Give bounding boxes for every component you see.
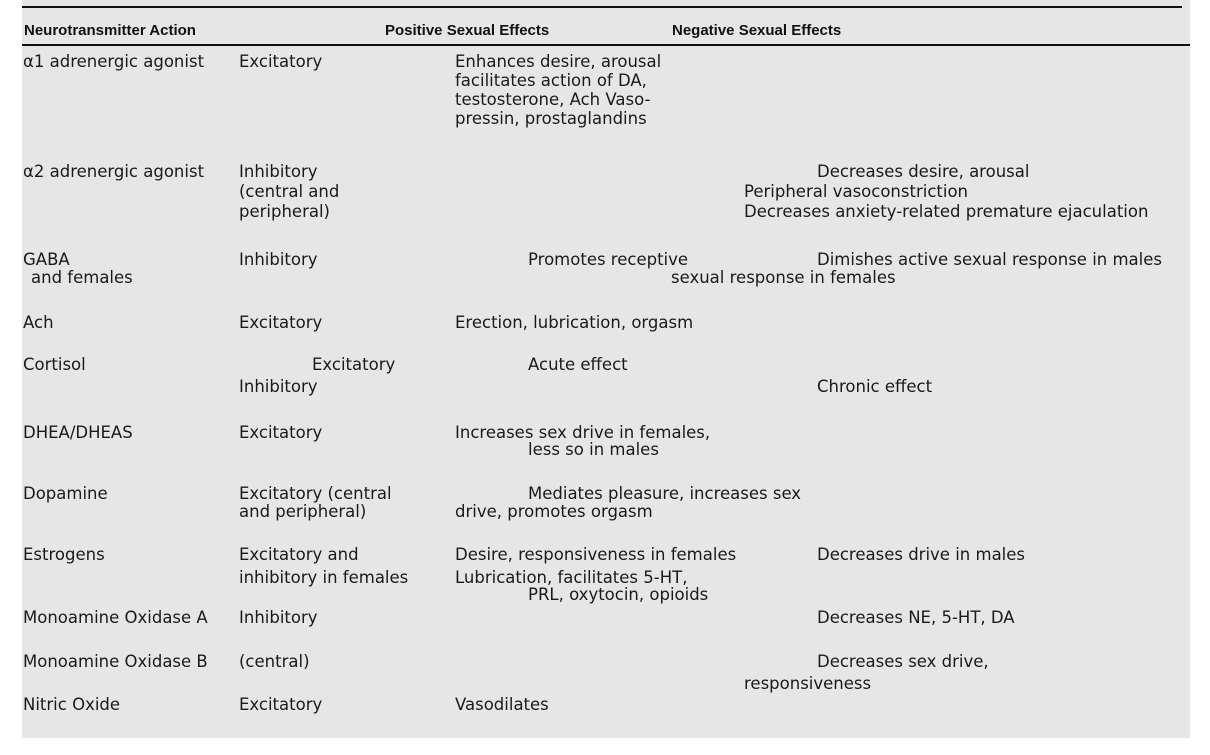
row-alpha1-positive-3: testosterone, Ach Vaso- bbox=[455, 90, 651, 109]
row-alpha1-positive-4: pressin, prostaglandins bbox=[455, 109, 647, 128]
row-alpha2-negative-2: Peripheral vasoconstriction bbox=[744, 182, 968, 201]
row-alpha1-action: Excitatory bbox=[239, 52, 323, 71]
row-dhea-positive-1: Increases sex drive in females, bbox=[455, 423, 711, 442]
row-maob-action: (central) bbox=[239, 652, 310, 671]
row-dopamine-positive-2: drive, promotes orgasm bbox=[455, 502, 653, 521]
row-cortisol-positive: Acute effect bbox=[528, 355, 628, 374]
row-alpha2-name: α2 adrenergic agonist bbox=[23, 162, 205, 181]
row-estrogens-name: Estrogens bbox=[23, 545, 105, 564]
row-maob-negative-2: responsiveness bbox=[744, 674, 872, 693]
row-alpha1-positive-1: Enhances desire, arousal bbox=[455, 52, 662, 71]
row-maoa-negative: Decreases NE, 5-HT, DA bbox=[817, 608, 1015, 627]
row-ach-action: Excitatory bbox=[239, 313, 323, 332]
row-no-action: Excitatory bbox=[239, 695, 323, 714]
header-positive-effects: Positive Sexual Effects bbox=[385, 22, 550, 39]
row-maoa-action: Inhibitory bbox=[239, 608, 318, 627]
document-page bbox=[22, 0, 1190, 738]
row-estrogens-action-1: Excitatory and bbox=[239, 545, 359, 564]
row-maob-name: Monoamine Oxidase B bbox=[23, 652, 208, 671]
row-cortisol-action-2: Inhibitory bbox=[239, 377, 318, 396]
header-rule bbox=[22, 44, 1190, 46]
row-estrogens-action-2: inhibitory in females bbox=[239, 568, 409, 587]
row-dopamine-action-2: and peripheral) bbox=[239, 502, 367, 521]
row-gaba-positive-2: sexual response in females bbox=[671, 268, 896, 287]
row-estrogens-negative: Decreases drive in males bbox=[817, 545, 1026, 564]
header-neurotransmitter-action: Neurotransmitter Action bbox=[24, 22, 196, 39]
row-cortisol-name: Cortisol bbox=[23, 355, 86, 374]
row-alpha2-negative-1: Decreases desire, arousal bbox=[817, 162, 1030, 181]
row-gaba-action: Inhibitory bbox=[239, 250, 318, 269]
row-ach-name: Ach bbox=[23, 313, 54, 332]
row-dopamine-positive-1: Mediates pleasure, increases sex bbox=[528, 484, 802, 503]
row-no-name: Nitric Oxide bbox=[23, 695, 121, 714]
row-dopamine-action-1: Excitatory (central bbox=[239, 484, 392, 503]
row-estrogens-positive-2: Lubrication, facilitates 5-HT, bbox=[455, 568, 688, 587]
row-gaba-positive-1: Promotes receptive bbox=[528, 250, 689, 269]
row-ach-positive: Erection, lubrication, orgasm bbox=[455, 313, 694, 332]
row-cortisol-action-1: Excitatory bbox=[312, 355, 396, 374]
header-negative-effects: Negative Sexual Effects bbox=[672, 22, 842, 39]
row-estrogens-positive-1: Desire, responsiveness in females bbox=[455, 545, 737, 564]
row-maob-negative-1: Decreases sex drive, bbox=[817, 652, 989, 671]
row-alpha2-action-1: Inhibitory bbox=[239, 162, 318, 181]
row-dopamine-name: Dopamine bbox=[23, 484, 108, 503]
row-alpha2-action-2: (central and bbox=[239, 182, 340, 201]
row-gaba-negative: Dimishes active sexual response in males bbox=[817, 250, 1163, 269]
row-dhea-positive-2: less so in males bbox=[528, 440, 659, 459]
row-alpha2-action-3: peripheral) bbox=[239, 202, 330, 221]
row-dhea-action: Excitatory bbox=[239, 423, 323, 442]
row-alpha1-positive-2: facilitates action of DA, bbox=[455, 71, 647, 90]
row-gaba-name-1: GABA bbox=[23, 250, 70, 269]
row-cortisol-negative: Chronic effect bbox=[817, 377, 933, 396]
row-estrogens-positive-3: PRL, oxytocin, opioids bbox=[528, 585, 709, 604]
row-alpha1-name: α1 adrenergic agonist bbox=[23, 52, 205, 71]
row-alpha2-negative-3: Decreases anxiety-related premature ejaculation bbox=[744, 202, 1149, 221]
top-rule bbox=[22, 6, 1182, 8]
row-dhea-name: DHEA/DHEAS bbox=[23, 423, 133, 442]
row-maoa-name: Monoamine Oxidase A bbox=[23, 608, 208, 627]
row-no-positive: Vasodilates bbox=[455, 695, 549, 714]
row-gaba-name-2: and females bbox=[31, 268, 133, 287]
